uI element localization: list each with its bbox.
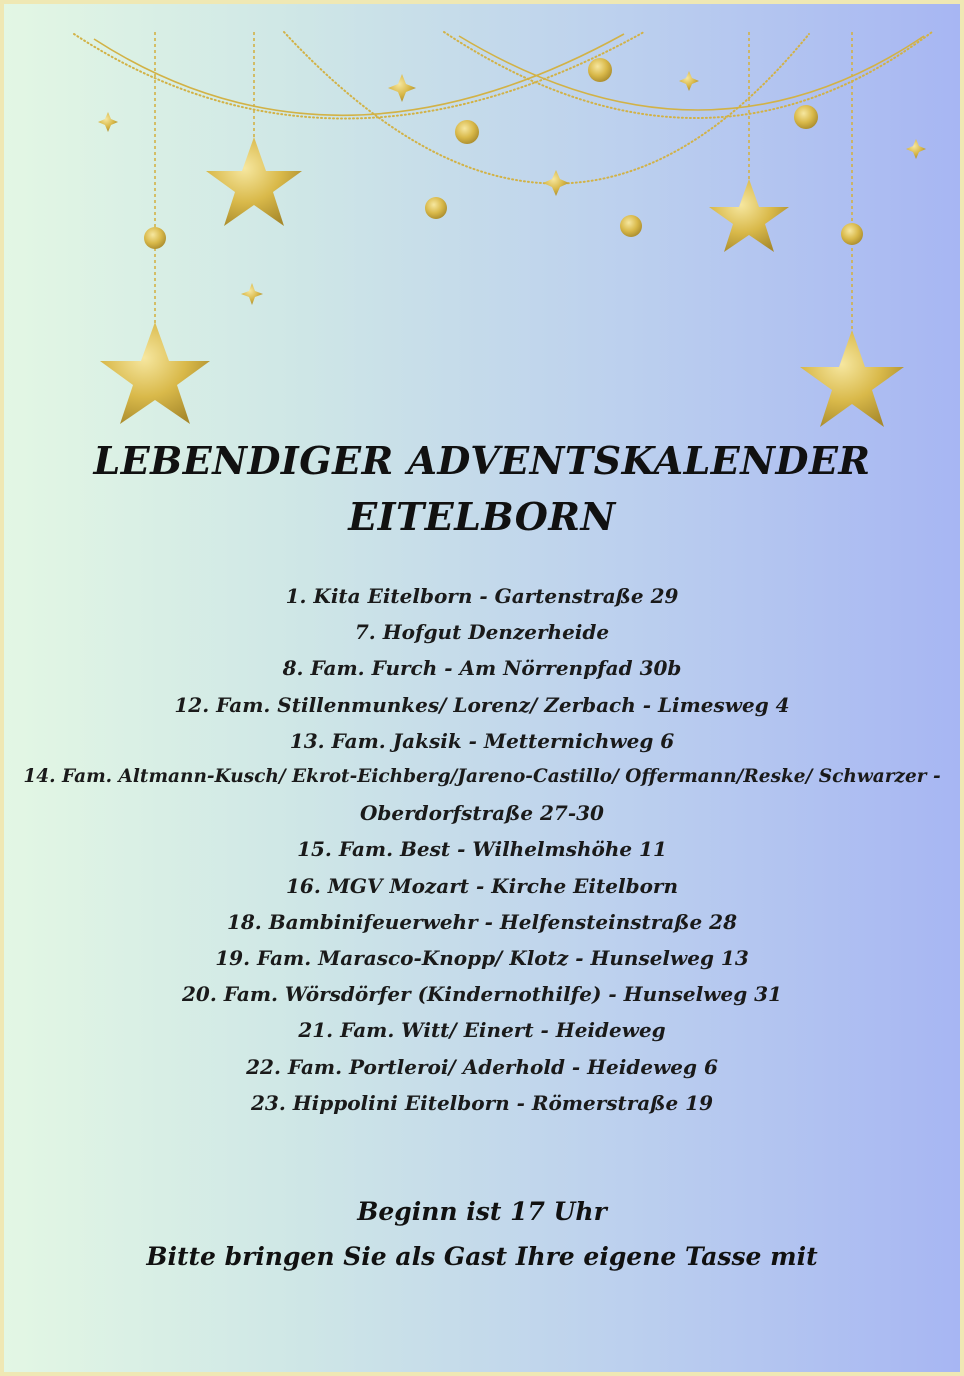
ornament-ball-icon <box>144 227 166 249</box>
star-icon <box>800 330 904 427</box>
sparkle-icon <box>98 112 118 132</box>
sparkle-icon <box>543 170 569 196</box>
garland-decoration <box>4 4 964 444</box>
event-list <box>4 578 960 1121</box>
list-item: 7. Hofgut Denzerheide <box>354 620 610 645</box>
ornament-ball-icon <box>425 197 447 219</box>
list-item: 16. MGV Mozart - Kirche Eitelborn <box>286 873 678 898</box>
list-item: 13. Fam. Jaksik - Metternichweg 6 <box>289 728 675 753</box>
sparkle-icon <box>906 139 926 159</box>
list-item: 18. Bambinifeuerwehr - Helfensteinstraße 28 <box>226 909 738 934</box>
start-time-note: Beginn ist 17 Uhr <box>357 1197 607 1226</box>
star-icon <box>100 322 210 424</box>
page-subtitle: EITELBORN <box>348 494 616 539</box>
list-item: 15. Fam. Best - Wilhelmshöhe 11 <box>297 837 667 862</box>
list-item: 22. Fam. Portleroi/ Aderhold - Heideweg 6 <box>246 1054 718 1079</box>
star-icon <box>206 137 302 226</box>
sparkle-icon <box>679 71 699 91</box>
ornament-ball-icon <box>620 215 642 237</box>
list-item: 21. Fam. Witt/ Einert - Heideweg <box>298 1018 666 1043</box>
cup-note: Bitte bringen Sie als Gast Ihre eigene Tasse mit <box>146 1242 818 1271</box>
list-item: 1. Kita Eitelborn - Gartenstraße 29 <box>285 584 679 608</box>
star-icon <box>709 179 789 252</box>
list-item: 14. Fam. Altmann-Kusch/ Ekrot-Eichberg/Jareno-Castillo/ Offermann/Reske/ Schwarzer - <box>23 766 941 788</box>
ornament-ball-icon <box>794 105 818 129</box>
list-item: 20. Fam. Wörsdörfer (Kindernothilfe) - Hunselweg 31 <box>182 982 782 1007</box>
list-item: 8. Fam. Furch - Am Nörrenpfad 30b <box>282 656 682 681</box>
ornament-ball-icon <box>588 58 612 82</box>
list-item: 19. Fam. Marasco-Knopp/ Klotz - Hunselweg 13 <box>215 946 749 971</box>
sparkle-icon <box>388 74 416 102</box>
list-item: 12. Fam. Stillenmunkes/ Lorenz/ Zerbach - Limesweg 4 <box>174 692 790 717</box>
ornament-ball-icon <box>841 223 863 245</box>
list-item: 23. Hippolini Eitelborn - Römerstraße 19 <box>251 1090 713 1115</box>
sparkle-icon <box>241 283 263 305</box>
page-title: LEBENDIGER ADVENTSKALENDER <box>93 438 871 483</box>
list-item: Oberdorfstraße 27-30 <box>360 801 604 826</box>
ornament-ball-icon <box>455 120 479 144</box>
